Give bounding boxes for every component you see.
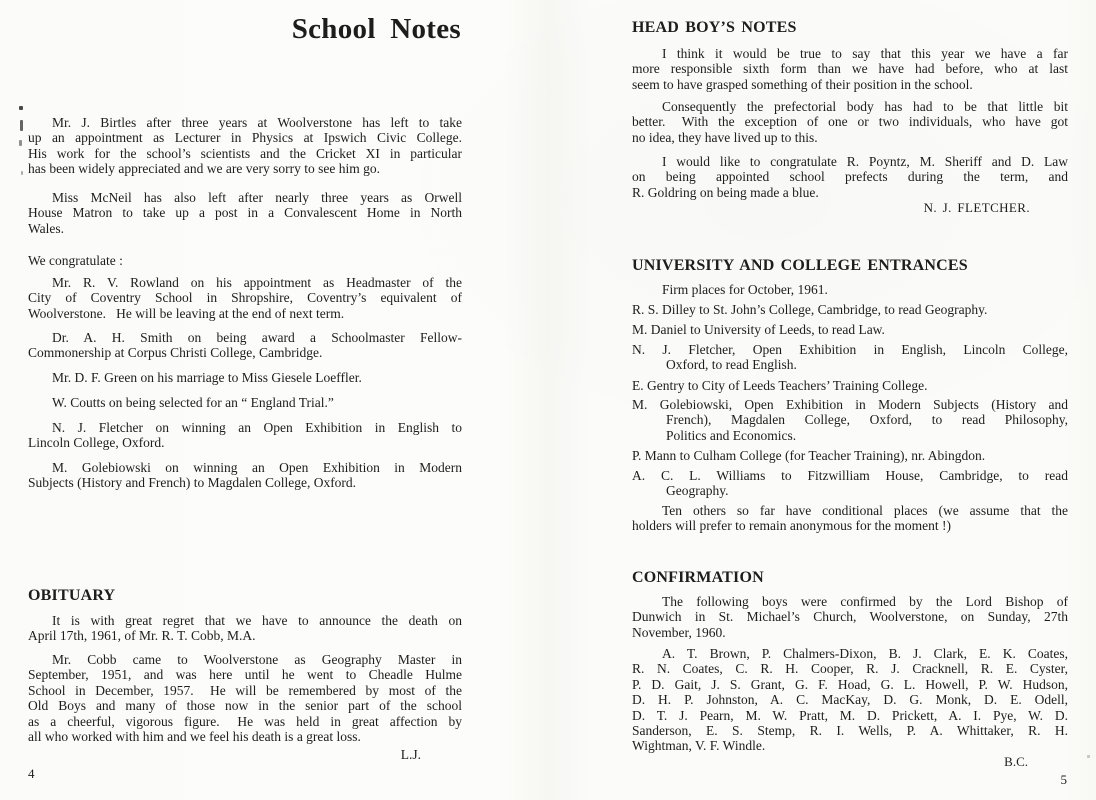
congratulate-item: Mr. R. V. Rowland on his appointment as Headmaster of the City of Coventry School in Shropshire, Coventry’s equivalent of Woolverstone. He will be leaving at the end of next term. <box>28 275 462 321</box>
entrance-entry: A. C. L. Williams to Fitzwilliam House, Cambridge, to read Geography. <box>632 468 1068 499</box>
obituary-paragraph: Mr. Cobb came to Woolverstone as Geography Master in September, 1951, and was here until he went to Cheadle Hulme School in December, 1957. He will be remembered by most of the Old Boys and many of those now in the senior part of the school as a cheerful, vigorous figure. He was held in great affection by all who worked with him and we feel his death is a great loss. <box>28 652 462 745</box>
congratulate-item: W. Coutts on being selected for an “ England Trial.” <box>52 395 334 410</box>
confirmation-intro: The following boys were confirmed by the Lord Bishop of Dunwich in St. Michael’s Church, Woolverstone, on Sunday, 27th November, 1960. <box>632 594 1068 640</box>
head-boys-signature: N. J. FLETCHER. <box>923 200 1030 215</box>
obituary-paragraph: It is with great regret that we have to announce the death on April 17th, 1961, of Mr. R. T. Cobb, M.A. <box>28 613 462 644</box>
entrances-closing-note: Ten others so far have conditional places (we assume that the holders will prefer to remain anonymous for the moment !) <box>632 503 1068 534</box>
entrance-entry: M. Daniel to University of Leeds, to read Law. <box>632 322 885 337</box>
head-boys-paragraph: I think it would be true to say that this year we have a far more responsible sixth form than we have had before, who at last seem to have grasped something of their position in the school. <box>632 46 1068 92</box>
scan-artifact <box>1087 755 1090 758</box>
paragraph-mcneil: Miss McNeil has also left after nearly three years as Orwell House Matron to take up a post in a Convalescent Home in North Wales. <box>28 190 462 236</box>
confirmation-heading: CONFIRMATION <box>632 569 764 586</box>
right-page <box>632 0 1068 800</box>
head-boys-paragraph: I would like to congratulate R. Poyntz, M. Sheriff and D. Law on being appointed school prefects during the term, and R. Goldring on being made a blue. <box>632 154 1068 200</box>
congratulate-item: N. J. Fletcher on winning an Open Exhibition in English to Lincoln College, Oxford. <box>28 420 462 451</box>
entrance-entry: M. Golebiowski, Open Exhibition in Modern Subjects (History and French), Magdalen College, Oxford, to read Philosophy, Politics and Economics. <box>632 397 1068 443</box>
head-boys-notes-heading: HEAD BOY’S NOTES <box>632 19 797 36</box>
entrance-entry: P. Mann to Culham College (for Teacher Training), nr. Abingdon. <box>632 448 986 463</box>
university-entrances-heading: UNIVERSITY AND COLLEGE ENTRANCES <box>632 257 968 274</box>
university-intro: Firm places for October, 1961. <box>662 282 828 297</box>
page-number-right: 5 <box>1060 772 1067 787</box>
page-number-left: 4 <box>28 766 35 781</box>
confirmation-signature: B.C. <box>1004 754 1028 769</box>
paragraph-birtles: Mr. J. Birtles after three years at Woolverstone has left to take up an appointment as Lecturer in Physics at Ipswich Civic College. His work for the school’s scientists and the Cricket XI in particular has been widely appreciated and we are very sorry to see him go. <box>28 115 462 177</box>
entrance-entry: R. S. Dilley to St. John’s College, Cambridge, to read Geography. <box>632 302 988 317</box>
congratulate-item: Mr. D. F. Green on his marriage to Miss Giesele Loeffler. <box>52 370 362 385</box>
scan-artifact <box>21 171 23 175</box>
obituary-heading: OBITUARY <box>28 587 116 604</box>
scan-artifact <box>19 140 22 146</box>
confirmation-names: A. T. Brown, P. Chalmers-Dixon, B. J. Clark, E. K. Coates, R. N. Coates, C. R. H. Cooper, R. J. Cracknell, R. E. Cyster, P. D. Gait, J. S. Grant, G. F. Hoad, G. L. Howell, P. W. Hudson, D. H. P. Johnston, A. C. MacKay, D. G. Monk, D. E. Odell, D. T. J. Pearn, M. W. Pratt, M. D. Prickett, A. I. Pye, W. D. Sanderson, E. S. Stemp, R. I. Wells, P. A. Whittaker, R. H. Wightman, V. F. Windle. <box>632 646 1068 754</box>
obituary-signature: L.J. <box>400 747 421 762</box>
scan-artifact <box>20 120 23 131</box>
congratulate-item: M. Golebiowski on winning an Open Exhibition in Modern Subjects (History and French) to Magdalen College, Oxford. <box>28 460 462 491</box>
entrance-entry: N. J. Fletcher, Open Exhibition in English, Lincoln College, Oxford, to read English. <box>632 342 1068 373</box>
entrance-entry: E. Gentry to City of Leeds Teachers’ Training College. <box>632 378 928 393</box>
congratulate-item: Dr. A. H. Smith on being award a Schoolmaster Fellow- Commonership at Corpus Christi College, Cambridge. <box>28 330 462 361</box>
scan-artifact <box>19 106 23 110</box>
left-page <box>28 0 462 800</box>
head-boys-paragraph: Consequently the prefectorial body has had to be that little bit better. With the exception of one or two individuals, who have got no idea, they have lived up to this. <box>632 99 1068 145</box>
page-title: School Notes <box>291 13 461 45</box>
congratulate-heading: We congratulate : <box>28 253 123 268</box>
